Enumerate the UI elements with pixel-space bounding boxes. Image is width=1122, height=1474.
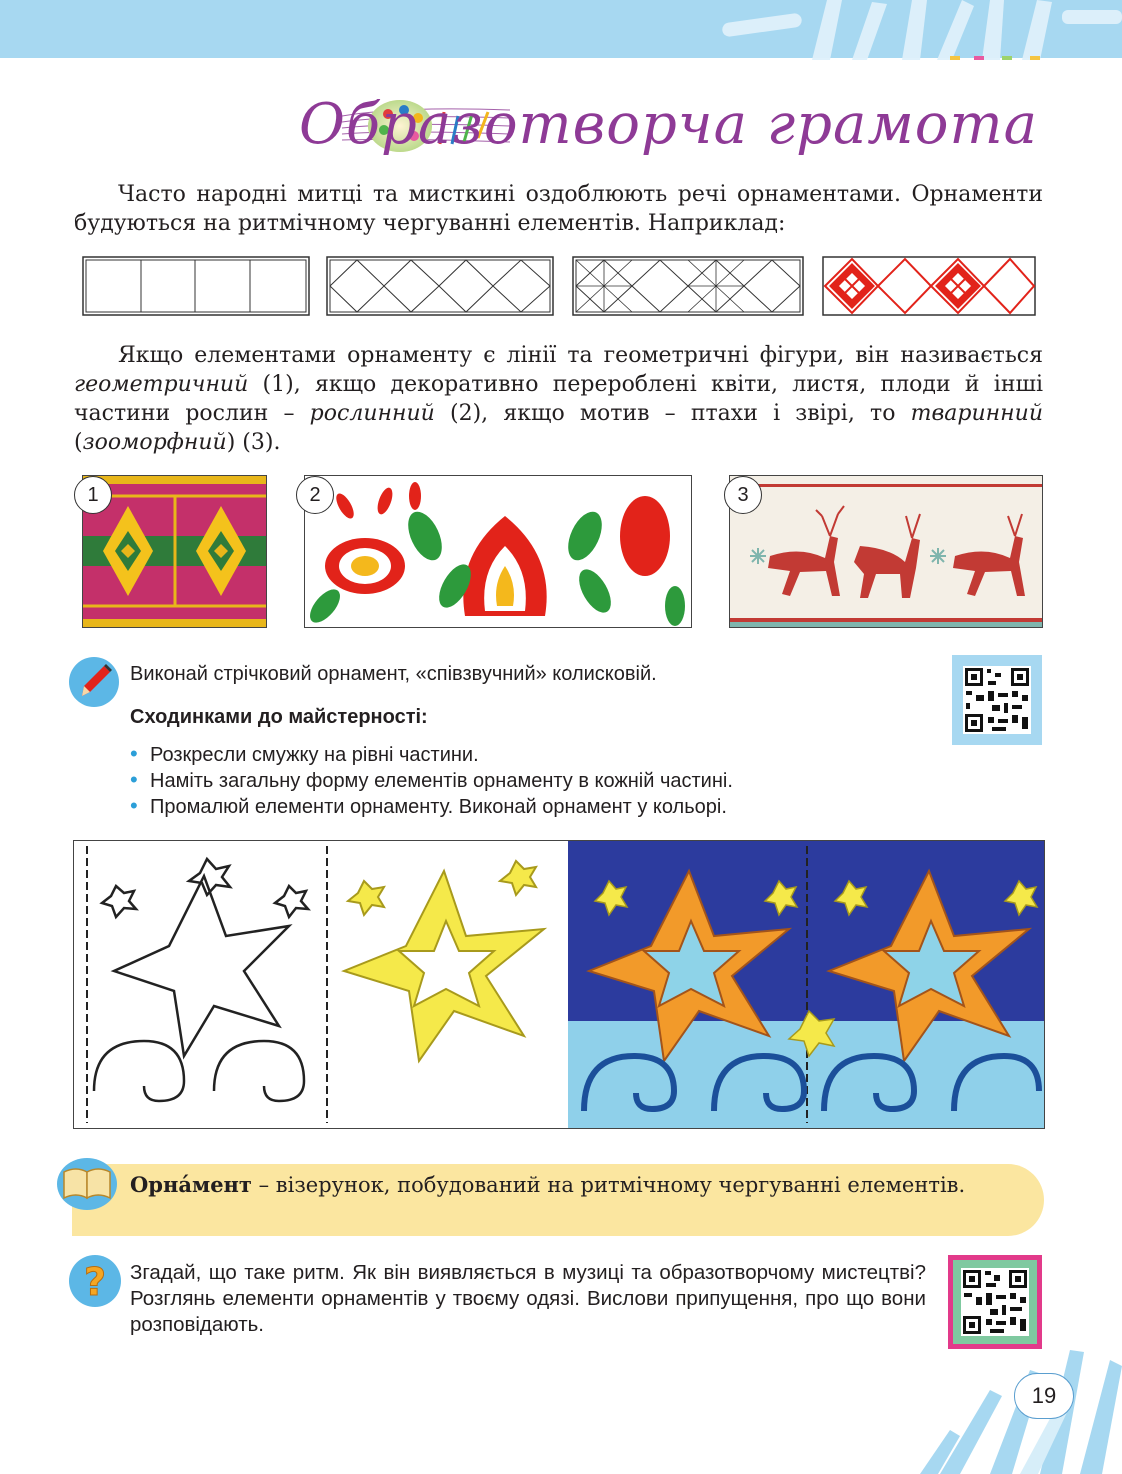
term-geometric: геометричний <box>74 372 249 397</box>
pencil-icon <box>68 656 120 708</box>
question-text: Згадай, що таке ритм. Як він виявляється в музиці та образотворчому мистецтві? Розглянь елементи орнаментів у твоєму одязі. Вислови припущення, про що вони розповідають. <box>130 1261 926 1336</box>
types-text-2: (1), якщо декоративно перероблені квіти, листя, плоди й інші частини рослин – <box>74 372 1043 426</box>
section-title <box>298 86 1050 166</box>
step-item: • Наміть загальну форму елементів орнаменту в кожній частині. <box>130 768 733 794</box>
example-strip-red-diamonds <box>822 256 1036 316</box>
example-strip-crossed-diamonds <box>572 256 804 316</box>
plant-ornament-image <box>304 475 692 628</box>
brushes-decoration-icon <box>702 0 1122 64</box>
types-text-4: ( <box>74 430 83 455</box>
types-text-5: ) (3). <box>226 430 281 455</box>
term-animal: тваринний <box>910 401 1043 426</box>
types-text-3: (2), якщо мотив – птахи і звірі, то <box>434 401 911 426</box>
qr-code-icon[interactable] <box>952 655 1042 745</box>
intro-paragraph <box>74 180 1043 238</box>
types-text-1: Якщо елементами орнаменту є лінії та геометричні фігури, він називається <box>118 343 1043 368</box>
example-strip-lines <box>82 256 310 316</box>
example-strip-diamonds <box>326 256 554 316</box>
animal-ornament-image <box>729 475 1043 628</box>
definition-text <box>130 1170 1018 1200</box>
definition-box <box>72 1164 1044 1236</box>
page-number: 19 <box>1014 1373 1074 1419</box>
term-plant: рослинний <box>309 401 435 426</box>
star-ornament-example-image <box>73 840 1045 1129</box>
page-title: Образотворча грамота <box>298 92 1038 157</box>
step-item: • Промалюй елементи орнаменту. Виконай орнамент у кольорі. <box>130 794 733 820</box>
types-paragraph <box>74 341 1043 457</box>
book-icon <box>56 1154 118 1210</box>
term-zoomorphic: зооморфний <box>82 430 227 455</box>
svg-text:?: ? <box>83 1260 107 1304</box>
intro-text: Часто народні митці та мисткині оздоблюють речі орнаментами. Орнаменти будуються на ритмічному чергуванні елементів. Наприклад: <box>74 182 1043 236</box>
ornament-badge-3: 3 <box>724 476 762 514</box>
rhythm-examples <box>82 256 1036 318</box>
definition-term: Орна́мент <box>130 1172 252 1197</box>
steps-title: Сходинками до майстерності: <box>130 706 428 728</box>
ornament-badge-2: 2 <box>296 476 334 514</box>
question-icon <box>68 1254 122 1308</box>
definition-body: – візерунок, побудований на ритмічному чергуванні елементів. <box>251 1173 966 1197</box>
steps-list <box>130 742 733 820</box>
ornament-badge-1: 1 <box>74 476 112 514</box>
task-text: Виконай стрічковий орнамент, «співзвучний» колисковій. <box>130 663 657 685</box>
step-item: • Розкресли смужку на рівні частини. <box>130 742 733 768</box>
